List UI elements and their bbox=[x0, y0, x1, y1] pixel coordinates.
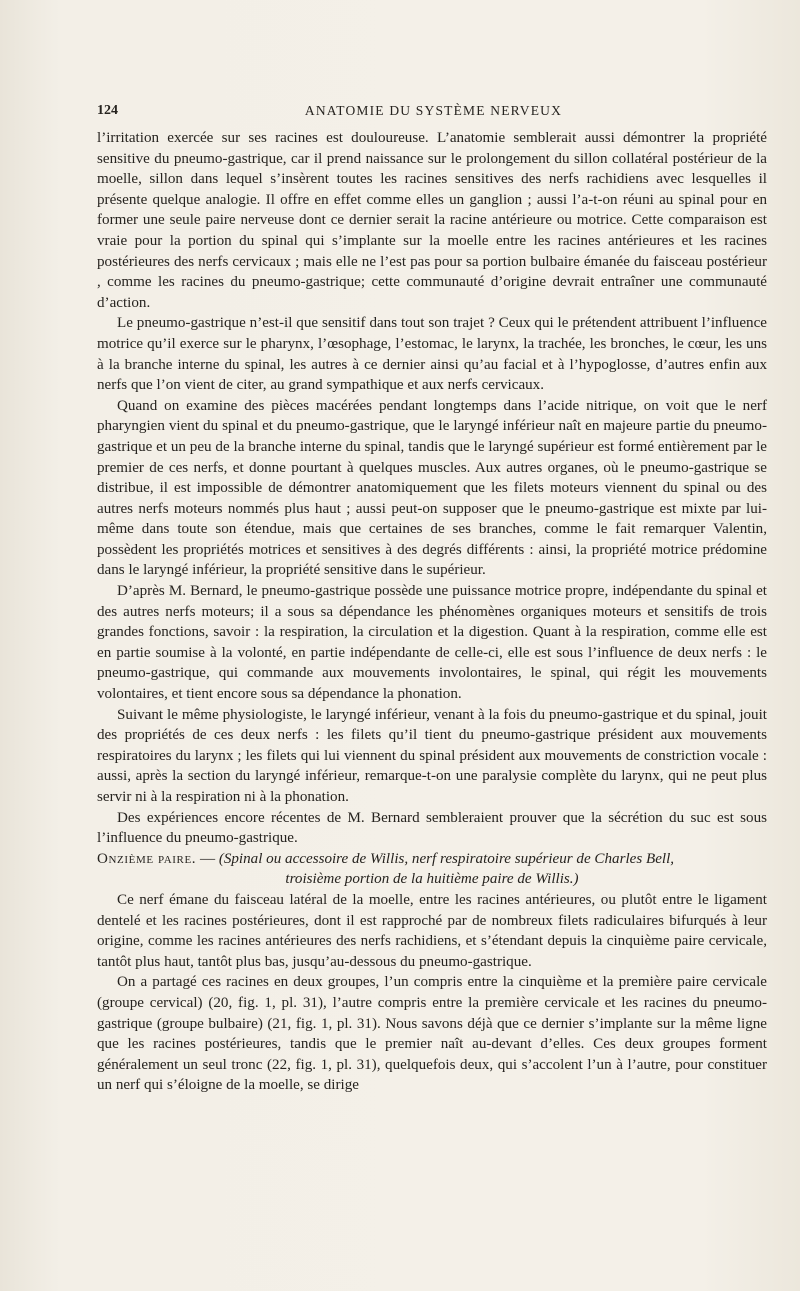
paragraph-1: l’irritation exercée sur ses racines est douloureuse. L’anatomie semblerait aussi démontrer la propriété sensitive du pneumo-gastrique, car il prend naissance sur le prolongement du sillon collatéral postérieur de la moelle, sillon dans lequel s’insèrent toutes les racines sensitives des nerfs rachidiens avec lesquelles il présente quelque analogie. Il offre en effet comme elles un ganglion ; aussi l’a-t-on réuni au spinal pour en former une seule paire nerveuse dont ce dernier serait la racine antérieure ou motrice. Cette comparaison est vraie pour la portion du spinal qui s’implante sur la moelle entre les racines antérieures et les racines postérieures des nerfs cervicaux ; mais elle ne l’est pas pour sa portion bulbaire émanée du faisceau postérieur , comme les racines du pneumo-gastrique; cette communauté d’origine devrait entraîner une communauté d’action. bbox=[97, 130, 767, 311]
section-label: Onzième paire. bbox=[97, 850, 197, 867]
running-title: ANATOMIE DU SYSTÈME NERVEUX bbox=[304, 103, 563, 118]
paragraph-7: Ce nerf émane du faisceau latéral de la moelle, entre les racines antérieures, ou plutôt entre le ligament dentelé et les racines postérieures, dont il est rapproché par de nombreux filets radiculaires bifurqués à leur origine, comme les racines antérieures des nerfs rachidiens, et s’étendant depuis la cinquième paire cervicale, tantôt plus haut, tantôt plus bas, jusqu’au-dessous du pneumo-gastrique. bbox=[97, 891, 767, 970]
section-title-line-2: troisième portion de la huitième paire de Willis.) bbox=[285, 871, 579, 888]
body-text bbox=[97, 128, 767, 1096]
paragraph-8: On a partagé ces racines en deux groupes, l’un compris entre la cinquième et la première paire cervicale (groupe cervical) (20, fig. 1, pl. 31), l’autre compris entre la première cervicale et les racines du pneumo-gastrique (groupe bulbaire) (21, fig. 1, pl. 31). Nous savons déjà que ce dernier s’implante sur la même ligne que les racines postérieures, tandis que le premier naît au-devant d’elles. Ces deux groupes forment généralement un seul tronc (22, fig. 1, pl. 31), quelquefois deux, qui s’accolent l’un à l’autre, pour constituer un nerf qui s’éloigne de la moelle, se dirige bbox=[97, 974, 767, 1094]
section-dash: — bbox=[196, 850, 219, 867]
page-number: 124 bbox=[97, 103, 118, 118]
section-heading bbox=[97, 849, 767, 890]
paragraph-2: Le pneumo-gastrique n’est-il que sensitif dans tout son trajet ? Ceux qui le prétendent attribuent l’influence motrice qu’il exerce sur le pharynx, l’œsophage, l’estomac, le larynx, la trachée, les bronches, le cœur, les uns à la branche interne du spinal, les autres à ce dernier ainsi qu’au facial et à l’hypoglosse, d’autres enfin aux nerfs que l’on vient de citer, au grand sympathique et aux nerfs cervicaux. bbox=[97, 315, 767, 394]
paragraph-5: Suivant le même physiologiste, le laryngé inférieur, venant à la fois du pneumo-gastrique et du spinal, jouit des propriétés de ces deux nerfs : les filets qu’il tient du pneumo-gastrique président aux mouvements respiratoires du larynx ; les filets qui lui viennent du spinal président aux mouvements de constriction vocale : aussi, après la section du laryngé inférieur, remarque-t-on une paralysie complète du larynx, qui ne peut plus servir ni à la respiration ni à la phonation. bbox=[97, 706, 767, 805]
paragraph-4: D’après M. Bernard, le pneumo-gastrique possède une puissance motrice propre, indépendante du spinal et des autres nerfs moteurs; il a sous sa dépendance les phénomènes organiques moteurs et sensitifs de trois grandes fonctions, savoir : la respiration, la circulation et la digestion. Quant à la respiration, comme elle est en partie soumise à la volonté, en partie indépendante de celle-ci, elle est sous l’influence de deux nerfs : le pneumo-gastrique, qui commande aux mouvements involontaires, le spinal, qui régit les mouvements volontaires, et tient encore sous sa dépendance la phonation. bbox=[97, 583, 767, 703]
paragraph-6: Des expériences encore récentes de M. Bernard sembleraient prouver que la sécrétion du suc est sous l’influence du pneumo-gastrique. bbox=[97, 809, 767, 847]
section-title-line-1: (Spinal ou accessoire de Willis, nerf respiratoire supérieur de Charles Bell, bbox=[218, 850, 675, 867]
running-head bbox=[97, 103, 770, 125]
paragraph-3: Quand on examine des pièces macérées pendant longtemps dans l’acide nitrique, on voit que le nerf pharyngien vient du spinal et du pneumo-gastrique, que le laryngé inférieur naît en majeure partie du pneumo-gastrique et un peu de la branche interne du spinal, tandis que le laryngé supérieur est formé entièrement par le premier de ces nerfs, et donne pourtant à quelques muscles. Aux autres organes, où le pneumo-gastrique se distribue, il est impossible de démontrer anatomiquement que les filets moteurs viennent du spinal ou des autres nerfs moteurs nommés plus haut ; aussi peut-on supposer que le pneumo-gastrique est mixte par lui-même dans toute son étendue, mais que certaines de ses branches, comme le fait remarquer Valentin, possèdent les propriétés motrices et sensitives à des degrés différents : ainsi, la propriété motrice prédomine dans le laryngé inférieur, la propriété sensitive dans le supérieur. bbox=[97, 397, 767, 579]
